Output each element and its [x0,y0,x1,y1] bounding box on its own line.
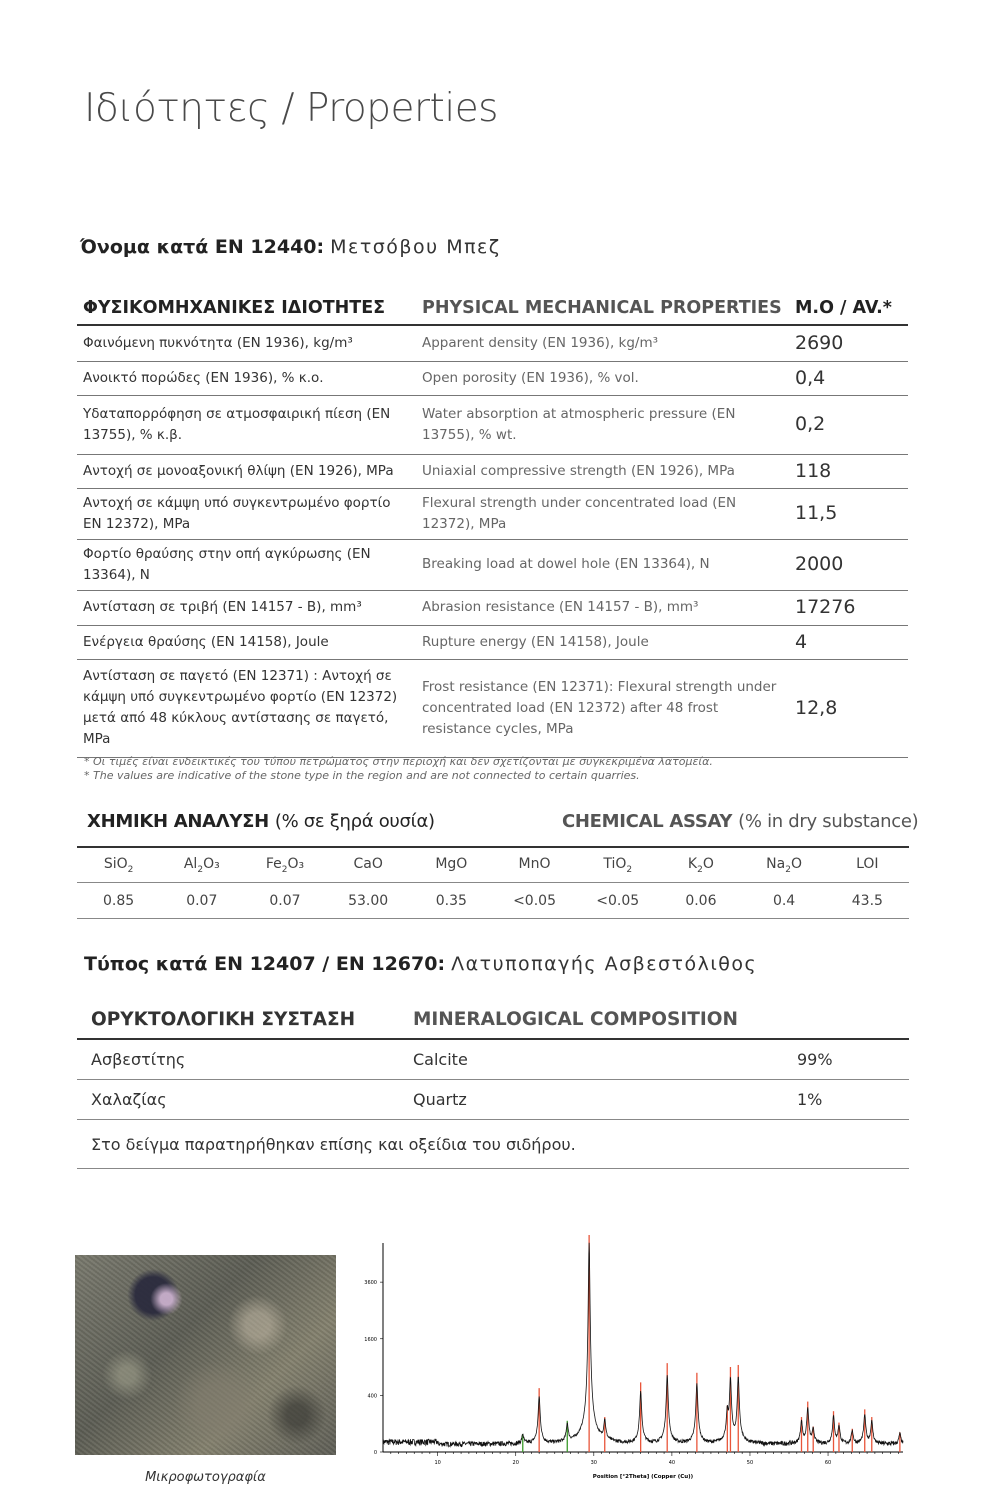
chemical-heading-english [562,811,918,832]
formula-sub: 2 [197,864,204,875]
formula-sub: 2 [626,864,633,875]
compound-name [160,847,243,883]
compound-name [493,847,576,883]
formula: Fe [265,855,282,872]
heading-sub: (% in dry substance) [738,811,919,832]
x-tick-label: 30 [590,1460,597,1466]
formula: MgO [435,855,468,872]
property-greek: Αντίσταση σε τριβή (EN 14157 - B), mm³ [77,590,416,625]
y-tick-label: 400 [367,1393,377,1400]
y-tick-label: 3600 [364,1280,377,1287]
x-tick-label: 50 [746,1460,754,1466]
mineral-english: Quartz [407,1080,783,1120]
property-english: Uniaxial compressive strength (EN 1926), MPa [416,454,789,488]
property-greek: Φορτίο θραύσης στην οπή αγκύρωσης (EN 13364), N [77,539,416,590]
formula-sub: 2 [697,864,703,875]
header-greek: ΦΥΣΙΚΟΜΗΧΑΝΙΚΕΣ ΙΔΙΟΤΗΤΕΣ [77,294,416,325]
compound-value: <0.05 [493,883,576,919]
mineral-pct: 1% [783,1080,909,1120]
property-greek: Αντοχή σε κάμψη υπό συγκεντρωμένο φορτίο EN 12372), MPa [77,488,416,539]
table-row [77,625,908,659]
formula: TiO [603,855,627,872]
property-greek: Αντοχή σε μονοαξονική θλίψη (EN 1926), MPa [77,454,416,488]
formula: CaO [353,855,383,872]
table-row [77,395,908,454]
formula-tail: O [790,855,802,872]
name-label: Όνομα κατά EN 12440: [80,236,325,258]
compound-value: 0.35 [410,883,493,919]
property-english: Frost resistance (EN 12371): Flexural strength under concentrated load (EN 12372) after 48 frost resistance cycles, MPa [416,659,789,757]
type-line [84,953,757,975]
property-greek: Υδαταπορρόφηση σε ατμοσφαιρική πίεση (EN 13755), % κ.β. [77,395,416,454]
mineral-table [77,1005,909,1169]
chemical-heading-greek [87,811,435,832]
table-row [77,454,908,488]
table-row [77,1080,909,1120]
compound-name [743,847,826,883]
xrd-chart [355,1235,915,1485]
header-pct [783,1005,909,1039]
header-english: PHYSICAL MECHANICAL PROPERTIES [416,294,789,325]
type-value: Λατυποπαγής Ασβεστόλιθος [451,953,758,975]
property-greek: Αντίσταση σε παγετό (EN 12371) : Αντοχή σε κάμψη υπό συγκεντρωμένο φορτίο (EN 12372) μετά από 48 κύκλους αντίστασης σε παγετό, MPa [77,659,416,757]
formula: LOI [856,855,879,872]
x-tick-label: 20 [512,1460,519,1466]
compound-name [410,847,493,883]
property-value: 2000 [789,539,908,590]
table-row [77,361,908,395]
photo-caption: Μικροφωτογραφία [145,1470,266,1485]
property-greek: Ενέργεια θραύσης (EN 14158), Joule [77,625,416,659]
compound-name [243,847,326,883]
table-row [77,1120,909,1169]
table-row [77,488,908,539]
property-english: Breaking load at dowel hole (EN 13364), N [416,539,789,590]
formula-tail: O [702,855,714,872]
compound-value: 0.06 [659,883,742,919]
formula: K [687,855,698,872]
y-tick-label: 1600 [364,1336,377,1343]
heading-text: ΧΗΜΙΚΗ ΑΝΑΛΥΣΗ [87,811,269,832]
compound-name [826,847,909,883]
formula-sub: 2 [281,864,288,875]
formula: SiO [103,855,128,872]
header-english: MINERALOGICAL COMPOSITION [407,1005,783,1039]
mineral-english: Calcite [407,1039,783,1080]
heading-text: CHEMICAL ASSAY [562,811,733,832]
x-tick-label: 60 [824,1460,832,1466]
property-value: 12,8 [789,659,908,757]
compound-value: 0.07 [160,883,243,919]
y-tick-label: 0 [373,1450,377,1456]
compound-name [327,847,410,883]
formula: MnO [518,855,551,872]
chemical-table [77,846,909,919]
mineral-pct: 99% [783,1039,909,1080]
table-row [77,1039,909,1080]
type-label: Τύπος κατά EN 12407 / EN 12670: [84,953,446,975]
property-english: Open porosity (EN 1936), % vol. [416,361,789,395]
table-row [77,539,908,590]
compound-name [77,847,160,883]
property-english: Flexural strength under concentrated load (EN 12372), MPa [416,488,789,539]
table-row [77,325,908,361]
compound-name [659,847,742,883]
mineral-greek: Χαλαζίας [77,1080,407,1120]
compound-value: 43.5 [826,883,909,919]
x-axis-label: Position [°2Theta] (Copper (Cu)) [592,1474,694,1480]
mineral-note: Στο δείγμα παρατηρήθηκαν επίσης και οξείδια του σιδήρου. [77,1120,909,1169]
property-value: 2690 [789,325,908,361]
x-tick-label: 10 [434,1460,441,1466]
property-english: Apparent density (EN 1936), kg/m³ [416,325,789,361]
formula-sub: 2 [785,864,791,875]
compound-value: 53.00 [327,883,410,919]
property-value: 17276 [789,590,908,625]
formula: Al [183,855,198,872]
header-greek: ΟΡΥΚΤΟΛΟΓΙΚΗ ΣΥΣΤΑΣΗ [77,1005,407,1039]
property-english: Abrasion resistance (EN 14157 - B), mm³ [416,590,789,625]
property-value: 0,2 [789,395,908,454]
compound-value: 0.07 [243,883,326,919]
xrd-pattern-line [383,1243,903,1447]
page-title: Ιδιότητες / Properties [84,86,499,131]
property-value: 118 [789,454,908,488]
property-greek: Ανοικτό πορώδες (EN 1936), % κ.ο. [77,361,416,395]
property-value: 0,4 [789,361,908,395]
compound-value: <0.05 [576,883,659,919]
mineral-greek: Ασβεστίτης [77,1039,407,1080]
formula: Na [766,855,786,872]
microphotograph [75,1255,336,1455]
property-greek: Φαινόμενη πυκνότητα (EN 1936), kg/m³ [77,325,416,361]
compound-value: 0.85 [77,883,160,919]
name-line [80,236,501,258]
table-row [77,590,908,625]
heading-sub: (% σε ξηρά ουσία) [274,811,435,832]
name-value: Μετσόβου Μπεζ [330,236,501,258]
footnote-greek: * Οι τιμές είναι ενδεικτικές του τύπου πετρώματος στην περιοχή και δεν σχετίζονται με συγκεκριμένα λατομεία. [84,755,713,768]
x-tick-label: 40 [668,1460,676,1466]
compound-value: 0.4 [743,883,826,919]
table-row [77,659,908,757]
formula-sub: 2 [127,864,134,875]
properties-table [77,294,908,758]
formula-tail: O₃ [287,855,305,872]
footnote-english: * The values are indicative of the stone type in the region and are not connected to certain quarries. [84,769,640,782]
property-value: 4 [789,625,908,659]
property-english: Water absorption at atmospheric pressure (EN 13755), % wt. [416,395,789,454]
property-value: 11,5 [789,488,908,539]
header-value: M.O / AV.* [789,294,908,325]
compound-name [576,847,659,883]
formula-tail: O₃ [203,855,220,872]
property-english: Rupture energy (EN 14158), Joule [416,625,789,659]
